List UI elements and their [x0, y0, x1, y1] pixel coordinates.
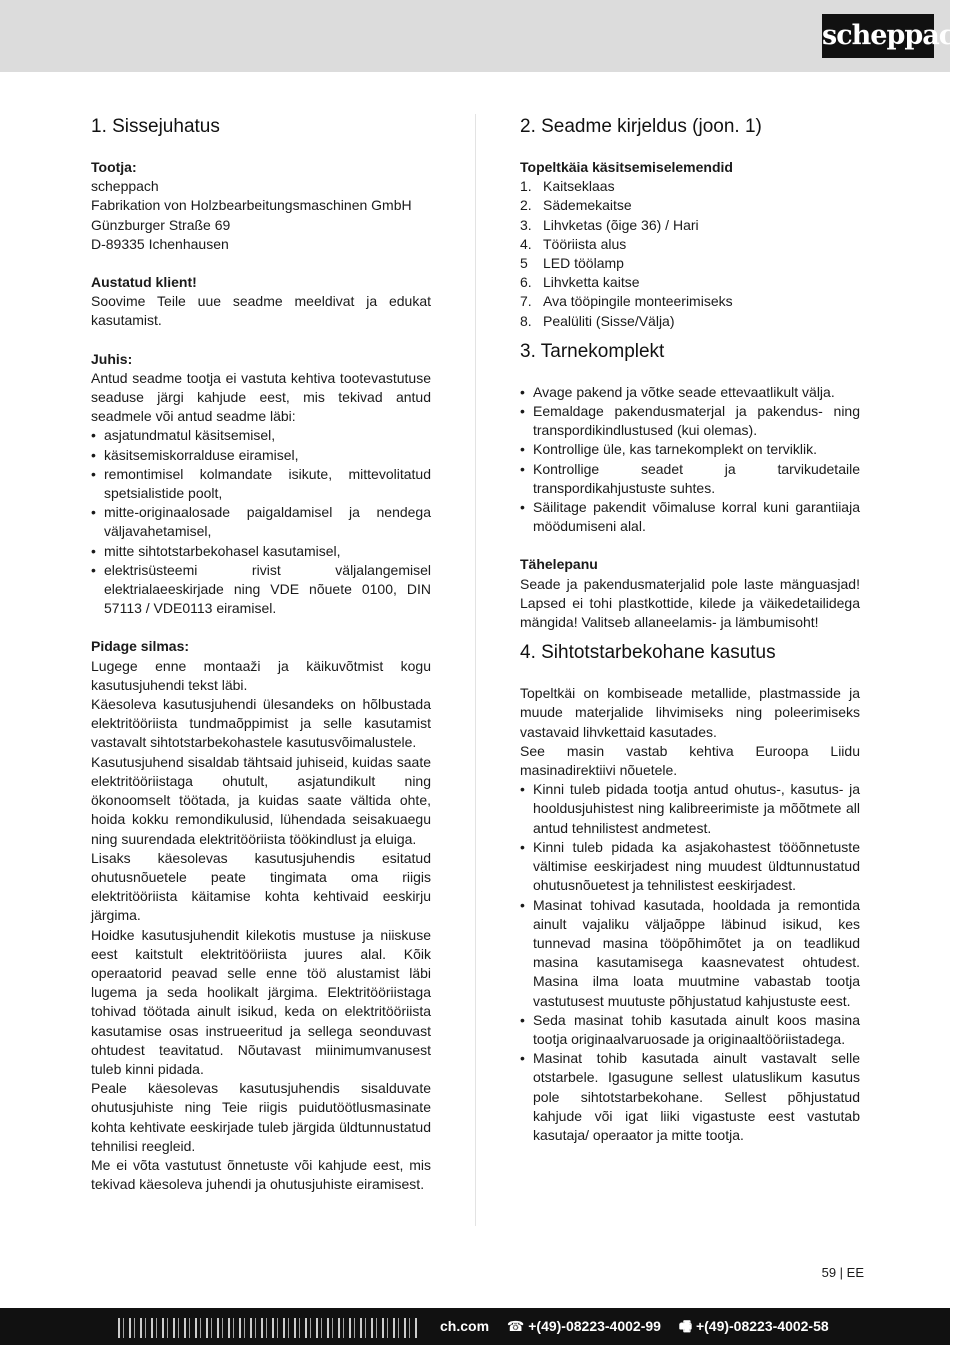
manufacturer-line: scheppach: [91, 178, 159, 195]
list-item: • Kinni tuleb pidada tootja antud ohutus-, kasutus- ja hooldusjuhistest ning kalibreerimiste ja mõõtmete all antud tehnilistest andmetest.: [520, 780, 860, 838]
footer-bar: [0, 1308, 950, 1345]
list-item: • asjatundmatul käsitsemisel,: [91, 426, 431, 445]
attention-paragraph: Hoidke kasutusjuhendit kilekotis mustuse ja niiskuse eest kaitstult elektritööriista juures alal. Kõik operaatorid peavad selle enne töö alustamist läbi lugema ja seda hoolikalt järgima. Elektritööriistaga tohivad töötada ainult isikud, keda on elektritööriista kasutamise osas instrueeritud ja sellega seonduvast ohtudest teavitatud. Nõutavast miinimumvanusest tuleb kinni pidada.: [91, 926, 431, 1077]
controls-list: [520, 177, 860, 331]
list-item: 4. Tööriista alus: [520, 235, 627, 252]
usage-paragraph: See masin vastab kehtiva Euroopa Liidu masinadirektiivi nõuetele.: [520, 742, 860, 779]
section-3-title: 3. Tarnekomplekt: [520, 340, 665, 362]
list-item: • elektrisüsteemi rivist väljalangemisel elektrialaeeskirjade ning VDE nõuete 0100, DIN 57113 / VDE0113 eiramisel.: [91, 561, 431, 619]
list-item: 1. Kaitseklaas: [520, 178, 615, 195]
list-item: • Seda masinat tohib kasutada ainult koos masina tootja originaalvaruosade ja originaaltööriistadega.: [520, 1011, 860, 1049]
left-column: [91, 112, 431, 1194]
list-item: • Eemaldage pakendusmaterjal ja pakendus- ning transpordikindlustused (kui olemas).: [520, 402, 860, 440]
section-1-title: 1. Sissejuhatus: [91, 116, 220, 137]
customer-label: Austatud klient!: [91, 274, 197, 291]
list-item: • Kontrollige üle, kas tarnekomplekt on terviklik.: [520, 440, 860, 459]
section-4-title: 4. Sihtotstarbekohane kasutus: [520, 642, 776, 664]
list-item: 7. Ava tööpingile monteerimiseks: [520, 293, 733, 310]
list-item: 2. Sädemekaitse: [520, 197, 632, 214]
attention-paragraph: Kasutusjuhend sisaldab tähtsaid juhiseid, kuidas saate elektritööriistaga ohutult, asjatundikult ning ökonoomselt töötada, ja kuidas saate vältida ohte, hoida kokku remondikulusid, lühendada seisakuaegu ning suurendada elektritööriista töökindlust ja eluiga.: [91, 753, 431, 847]
list-item: • Masinat tohivad kasutada, hooldada ja remontida ainult vajaliku väljaõppe läbinud isikud, kes tunnevad masina tööpõhimõtet ja on teadlikud masina kasutamisega kaasnevatest ohtudest. Masina ilma loata muutmine vabastab tootja vastutusest muutuste põhjustatud kahjustuste eest.: [520, 896, 860, 1011]
footer-phone: ☎ +(49)-08223-4002-99: [506, 1318, 661, 1334]
footer-web: ch.com: [440, 1318, 490, 1334]
delivery-list: [520, 383, 860, 537]
list-item: • mitte-originaalosade paigaldamisel ja nendega väljavahetamisel,: [91, 503, 431, 541]
manufacturer-line: Fabrikation von Holzbearbeitungsmaschinen GmbH: [91, 197, 412, 214]
page-number: 59 | EE: [821, 1265, 864, 1280]
list-item: • remontimisel kolmandate isikute, mittevolitatud spetsialistide poolt,: [91, 465, 431, 503]
attention-paragraph: Me ei võta vastutust õnnetuste või kahjude eest, mis tekivad käesoleva juhendi ja ohutusjuhiste eiramisest.: [91, 1156, 431, 1193]
footer-fax: 🖷 +(49)-08223-4002-58: [678, 1318, 829, 1334]
attention-label: Pidage silmas:: [91, 638, 190, 655]
list-item: • käsitsemiskorralduse eiramisel,: [91, 446, 431, 465]
list-item: 5 LED töölamp: [520, 255, 624, 272]
attention-paragraph: Lugege enne montaaži ja käikuvõtmist kogu kasutusjuhendi tekst läbi.: [91, 657, 431, 693]
note-list: [91, 426, 431, 618]
footer-contact: [440, 1308, 843, 1345]
customer-text: Soovime Teile uue seadme meeldivat ja edukat kasutamist.: [91, 293, 431, 329]
warning-text: Seade ja pakendusmaterjalid pole laste mänguasjad! Lapsed ei tohi plastkottide, kilede ja väikedetailidega mängida! Valitseb allaneelamis- ja lämbumisoht!: [520, 575, 860, 631]
list-item: • Avage pakend ja võtke seade ettevaatlikult välja.: [520, 383, 860, 402]
list-item: • Säilitage pakendit võimaluse korral kuni garantiiaja möödumiseni alal.: [520, 498, 860, 536]
manufacturer-address: [91, 177, 431, 254]
header-bar: [0, 0, 973, 72]
list-item: • Kontrollige seadet ja tarvikudetaile transpordikahjustuste suhtes.: [520, 460, 860, 498]
manufacturer-line: D-89335 Ichenhausen: [91, 235, 229, 252]
note-label: Juhis:: [91, 350, 133, 367]
right-column: [520, 112, 860, 1145]
list-item: 3. Lihvketas (õige 36) / Hari: [520, 216, 699, 233]
warning-label: Tähelepanu: [520, 556, 598, 573]
attention-paragraph: Peale käesolevas kasutusjuhendis sisalduvate ohutusjuhiste ning Teie riigis puidutöötlusmasinate kohta kehtivate eeskirjade tuleb järgida üldtunnustatud tehnilisi reegleid.: [91, 1080, 431, 1154]
list-item: 6. Lihvketta kaitse: [520, 274, 640, 291]
manufacturer-line: Günzburger Straße 69: [91, 216, 231, 233]
usage-list: [520, 780, 860, 1145]
list-item: • mitte sihtotstarbekohasel kasutamisel,: [91, 542, 431, 561]
list-item: 8. Pealüliti (Sisse/Välja): [520, 312, 675, 329]
column-divider: [475, 114, 476, 1226]
section-2-title: 2. Seadme kirjeldus (joon. 1): [520, 116, 762, 137]
note-text: Antud seadme tootja ei vastuta kehtiva tootevastutuse seaduse järgi kahjude eest, mis tekivad antud seadmele või antud seadme läbi:: [91, 369, 431, 425]
scheppach-logo: scheppach: [822, 14, 934, 58]
list-item: • Masinat tohib kasutada ainult vastavalt selle otstarbele. Igasugune sellest ulatuslikum kasutus pole sihtotstarbekohane. Sellest põhjustatud kahjude või igat liiki vigastuste eest vastutab kasutaja/ operaator ja mitte tootja.: [520, 1049, 860, 1145]
attention-paragraph: Lisaks käesolevas kasutusjuhendis esitatud ohutusnõuetele peate tingimata oma riigis elektritööriista käitamise kohta kehtivaid eeskirju järgima.: [91, 849, 431, 924]
usage-paragraph: Topeltkäi on kombiseade metallide, plastmasside ja muude materjalide lihvimiseks ning poleerimiseks vastavaid lihvkettaid kasutades.: [520, 685, 860, 740]
controls-subtitle: Topeltkäia käsitsemiselemendid: [520, 159, 733, 175]
attention-paragraph: Käesoleva kasutusjuhendi ülesandeks on hõlbustada elektritööriista tundmaõppimist ja selle kasutamist vastavalt sihtotstarbekohastele kasutusvõimalustele.: [91, 696, 431, 751]
footer-barcode: [118, 1318, 418, 1338]
list-item: • Kinni tuleb pidada ka asjakohastest tööõnnetuste vältimise eeskirjadest ning muudest üldtunnustatud ohutusnõuetest ja tehnilistest eeskirjadest.: [520, 838, 860, 896]
manufacturer-label: Tootja:: [91, 159, 137, 175]
